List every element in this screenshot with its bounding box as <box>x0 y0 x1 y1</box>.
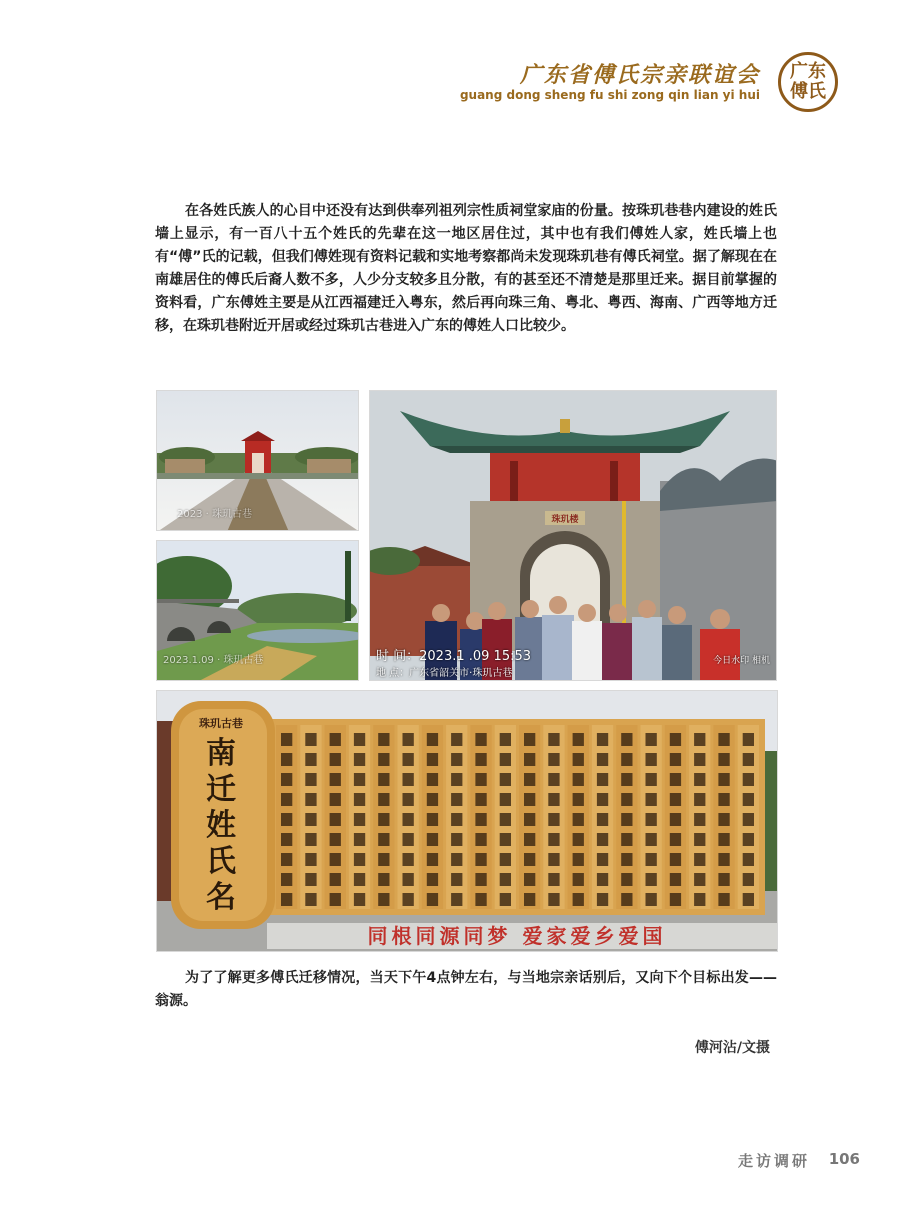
association-title: 广东省傅氏宗亲联谊会 <box>519 62 760 88</box>
association-seal-logo: 广东 傅氏 <box>778 52 838 112</box>
scroll-surname-mark <box>670 873 681 886</box>
scroll-surname-mark <box>573 753 584 766</box>
scroll-surname-mark <box>548 873 559 886</box>
scroll-surname-mark <box>694 753 705 766</box>
gate-plaque-text: 珠玑楼 <box>551 515 579 525</box>
photo-2-watermark: 2023.1.09 · 珠玑古巷 <box>163 655 264 666</box>
article-paragraph-2: 为了了解更多傅氏迁移情况，当天下午4点钟左右，与当地宗亲话别后，又向下个目标出发——翁源。 <box>155 970 777 1009</box>
article-author: 傅河沾/文摄 <box>694 1040 770 1056</box>
scroll-surname-mark <box>281 893 292 906</box>
scroll-surname-mark <box>451 793 462 806</box>
scroll-surname-mark <box>646 733 657 746</box>
scroll-surname-mark <box>621 733 632 746</box>
scroll-surname-mark <box>694 773 705 786</box>
scroll-surname-mark <box>475 853 486 866</box>
scroll-surname-mark <box>718 873 729 886</box>
scroll-surname-mark <box>475 833 486 846</box>
scroll-surname-mark <box>427 813 438 826</box>
scroll-surname-mark <box>281 853 292 866</box>
scroll-surname-mark <box>621 873 632 886</box>
scroll-surname-mark <box>743 853 754 866</box>
scroll-surname-mark <box>621 753 632 766</box>
article-paragraph-1: 在各姓氏族人的心目中还没有达到供奉列祖列宗性质祠堂家庙的份量。按珠玑巷巷内建设的姓氏墙上显示，有一百八十五个姓氏的先辈在这一地区居住过，其中也有我们傅姓人家，姓氏墙上也有“傅”氏的记载，但我们傅姓现有资料记载和实地考察都尚未发现珠玑巷有傅氏祠堂。据了解现在在南雄居住的傅氏后裔人数不多，人少分支较多且分散，有的甚至还不清楚是那里迁来。据目前掌握的资料看，广东傅姓主要是从江西福建迁入粤东，然后再向珠三角、粤北、粤西、海南、广西等地方迁移，在珠玑巷附近开居或经过珠玑古巷进入广东的傅姓人口比较少。 <box>155 203 777 334</box>
scroll-surname-mark <box>475 893 486 906</box>
scroll-surname-mark <box>378 853 389 866</box>
scroll-surname-mark <box>403 893 414 906</box>
scroll-surname-mark <box>451 833 462 846</box>
scroll-surname-mark <box>573 793 584 806</box>
scroll-surname-mark <box>718 813 729 826</box>
scroll-surname-mark <box>281 813 292 826</box>
scroll-surname-mark <box>451 893 462 906</box>
scroll-surname-mark <box>330 893 341 906</box>
scroll-surname-mark <box>451 733 462 746</box>
scroll-surname-mark <box>378 873 389 886</box>
scroll-surname-mark <box>573 773 584 786</box>
scroll-surname-mark <box>330 873 341 886</box>
scroll-surname-mark <box>646 793 657 806</box>
scroll-surname-mark <box>548 753 559 766</box>
scroll-surname-mark <box>524 753 535 766</box>
scroll-surname-mark <box>548 733 559 746</box>
scroll-surname-mark <box>548 813 559 826</box>
scroll-surname-mark <box>524 833 535 846</box>
scroll-surname-mark <box>281 733 292 746</box>
scroll-surname-mark <box>718 853 729 866</box>
scroll-surname-mark <box>500 813 511 826</box>
scroll-surname-mark <box>646 853 657 866</box>
scroll-title-char: 名 <box>206 880 236 915</box>
association-pinyin: guang dong sheng fu shi zong qin lian yi hui <box>459 88 760 102</box>
photo-stone-bridge <box>156 540 359 681</box>
scroll-surname-mark <box>670 813 681 826</box>
scroll-surname-mark <box>694 853 705 866</box>
scroll-surname-mark <box>597 753 608 766</box>
scroll-surname-mark <box>718 833 729 846</box>
scroll-surname-mark <box>403 773 414 786</box>
photo-1-watermark: 2023 · 珠玑古巷 <box>177 509 252 520</box>
scroll-surname-mark <box>427 793 438 806</box>
scroll-surname-mark <box>597 813 608 826</box>
photo-watermark-app: 今日水印 相机 <box>713 656 770 666</box>
scroll-surname-mark <box>427 733 438 746</box>
scroll-surname-mark <box>548 793 559 806</box>
scroll-surname-mark <box>378 753 389 766</box>
scroll-surname-mark <box>524 853 535 866</box>
scroll-surname-mark <box>305 873 316 886</box>
scroll-surname-mark <box>305 793 316 806</box>
scroll-surname-mark <box>524 773 535 786</box>
scroll-surname-mark <box>354 733 365 746</box>
scroll-surname-mark <box>694 813 705 826</box>
scroll-surname-mark <box>743 873 754 886</box>
scroll-surname-mark <box>694 833 705 846</box>
photo-group-gate-tower <box>369 390 777 681</box>
scroll-surname-mark <box>646 833 657 846</box>
scroll-title-char: 迁 <box>206 772 236 807</box>
scroll-surname-mark <box>621 773 632 786</box>
scroll-surname-mark <box>281 873 292 886</box>
scroll-surname-mark <box>500 773 511 786</box>
scroll-surname-mark <box>403 833 414 846</box>
scroll-surname-mark <box>305 773 316 786</box>
scroll-surname-mark <box>451 853 462 866</box>
scroll-surname-mark <box>403 733 414 746</box>
scroll-surname-mark <box>670 893 681 906</box>
scroll-surname-mark <box>451 753 462 766</box>
scroll-surname-mark <box>694 893 705 906</box>
scroll-surname-mark <box>354 813 365 826</box>
scroll-surname-mark <box>548 773 559 786</box>
scroll-surname-mark <box>500 853 511 866</box>
scroll-surname-mark <box>378 813 389 826</box>
scroll-surname-mark <box>743 773 754 786</box>
scroll-surname-mark <box>621 853 632 866</box>
group-gate-image <box>370 391 777 681</box>
scroll-surname-mark <box>403 873 414 886</box>
scroll-surname-mark <box>743 813 754 826</box>
photo-plaza-gate <box>156 390 359 531</box>
scroll-surname-mark <box>281 793 292 806</box>
scroll-surname-mark <box>475 773 486 786</box>
footer-section-name: 走访调研 <box>737 1152 810 1170</box>
scroll-surname-mark <box>718 793 729 806</box>
scroll-surname-mark <box>354 793 365 806</box>
scroll-surname-mark <box>305 733 316 746</box>
scroll-surname-mark <box>451 773 462 786</box>
scroll-surname-mark <box>330 753 341 766</box>
scroll-surname-mark <box>354 773 365 786</box>
scroll-title-vertical <box>206 736 237 915</box>
scroll-surname-mark <box>427 833 438 846</box>
scroll-surname-mark <box>305 753 316 766</box>
scroll-surname-mark <box>573 813 584 826</box>
scroll-surname-mark <box>281 773 292 786</box>
scroll-surname-mark <box>330 813 341 826</box>
scroll-surname-mark <box>378 833 389 846</box>
scroll-surname-mark <box>281 833 292 846</box>
scroll-surname-mark <box>281 753 292 766</box>
scroll-surname-mark <box>305 853 316 866</box>
scroll-surname-mark <box>475 873 486 886</box>
scroll-title-char: 氏 <box>206 844 236 879</box>
scroll-surname-mark <box>378 793 389 806</box>
scroll-surname-mark <box>597 773 608 786</box>
scroll-surname-mark <box>573 733 584 746</box>
photo-place-stamp: 地 点：广东省韶关市·珠玑古巷 <box>376 668 513 679</box>
scroll-surname-mark <box>475 733 486 746</box>
scroll-surname-mark <box>597 833 608 846</box>
scroll-surname-mark <box>354 853 365 866</box>
scroll-surname-mark <box>718 893 729 906</box>
scroll-surname-mark <box>403 853 414 866</box>
scroll-surname-mark <box>743 733 754 746</box>
scroll-surname-mark <box>670 853 681 866</box>
scroll-surname-mark <box>354 893 365 906</box>
scroll-surname-mark <box>621 893 632 906</box>
scroll-slogan-text: 同根同源同梦 爱家爱乡爱国 <box>367 924 667 948</box>
scroll-surname-mark <box>646 873 657 886</box>
scroll-surname-mark <box>475 793 486 806</box>
scroll-surname-mark <box>500 733 511 746</box>
scroll-surname-mark <box>597 793 608 806</box>
scroll-surname-mark <box>378 893 389 906</box>
scroll-surname-mark <box>305 893 316 906</box>
scroll-surname-mark <box>573 833 584 846</box>
scroll-surname-mark <box>305 833 316 846</box>
scroll-surname-mark <box>597 733 608 746</box>
scroll-surname-mark <box>573 893 584 906</box>
scroll-surname-mark <box>573 873 584 886</box>
page-number: 106 <box>828 1150 860 1168</box>
scroll-surname-mark <box>500 893 511 906</box>
scroll-surname-mark <box>524 893 535 906</box>
scroll-surname-mark <box>330 773 341 786</box>
scroll-surname-mark <box>354 833 365 846</box>
scroll-surname-mark <box>500 873 511 886</box>
scroll-surname-mark <box>646 753 657 766</box>
scroll-surname-mark <box>597 893 608 906</box>
scroll-surname-mark <box>500 793 511 806</box>
scroll-surname-mark <box>670 793 681 806</box>
scroll-surname-mark <box>427 873 438 886</box>
scroll-surname-mark <box>621 833 632 846</box>
scroll-surname-mark <box>330 793 341 806</box>
scroll-surname-mark <box>670 773 681 786</box>
scroll-surname-mark <box>646 813 657 826</box>
scroll-surname-mark <box>330 733 341 746</box>
scroll-surname-mark <box>548 833 559 846</box>
scroll-surname-mark <box>403 813 414 826</box>
scroll-header-text: 珠玑古巷 <box>199 717 243 730</box>
scroll-surname-mark <box>718 773 729 786</box>
scroll-surname-mark <box>354 873 365 886</box>
scroll-surname-mark <box>694 733 705 746</box>
scroll-surname-mark <box>694 873 705 886</box>
scroll-title-char: 姓 <box>206 808 236 843</box>
scroll-surname-mark <box>403 793 414 806</box>
scroll-surname-mark <box>743 793 754 806</box>
scroll-surname-mark <box>548 893 559 906</box>
scroll-surname-mark <box>743 833 754 846</box>
scroll-surname-mark <box>451 873 462 886</box>
scroll-surname-mark <box>670 733 681 746</box>
scroll-surname-mark <box>500 833 511 846</box>
scroll-surname-mark <box>694 793 705 806</box>
scroll-surname-mark <box>330 833 341 846</box>
scroll-surname-mark <box>305 813 316 826</box>
scroll-surname-mark <box>597 873 608 886</box>
scroll-title-char: 南 <box>206 736 236 771</box>
scroll-surname-mark <box>743 753 754 766</box>
scroll-surname-mark <box>451 813 462 826</box>
photo-surname-scroll <box>156 690 778 952</box>
scroll-surname-mark <box>524 793 535 806</box>
scroll-surname-mark <box>718 733 729 746</box>
scroll-surname-mark <box>524 813 535 826</box>
scroll-surname-mark <box>646 893 657 906</box>
scroll-surname-mark <box>597 853 608 866</box>
scroll-surname-mark <box>427 773 438 786</box>
scroll-surname-mark <box>427 853 438 866</box>
scroll-surname-mark <box>524 873 535 886</box>
scroll-surname-mark <box>378 773 389 786</box>
scroll-surname-mark <box>330 853 341 866</box>
scroll-surname-mark <box>646 773 657 786</box>
scroll-surname-mark <box>403 753 414 766</box>
surname-scroll-image <box>157 691 778 952</box>
scroll-surname-mark <box>573 853 584 866</box>
scroll-surname-mark <box>524 733 535 746</box>
scroll-surname-mark <box>548 853 559 866</box>
scroll-surname-mark <box>354 753 365 766</box>
scroll-surname-mark <box>670 833 681 846</box>
scroll-surname-mark <box>621 793 632 806</box>
page-header <box>398 52 838 112</box>
scroll-surname-mark <box>621 813 632 826</box>
scroll-surname-mark <box>427 753 438 766</box>
scroll-surname-mark <box>718 753 729 766</box>
scroll-surname-mark <box>500 753 511 766</box>
scroll-surname-mark <box>475 813 486 826</box>
scroll-surname-mark <box>743 893 754 906</box>
scroll-surname-mark <box>475 753 486 766</box>
photo-time-stamp: 时 间：2023.1 .09 15:53 <box>376 649 532 664</box>
scroll-surname-mark <box>670 753 681 766</box>
scroll-surname-mark <box>378 733 389 746</box>
scroll-surname-mark <box>427 893 438 906</box>
